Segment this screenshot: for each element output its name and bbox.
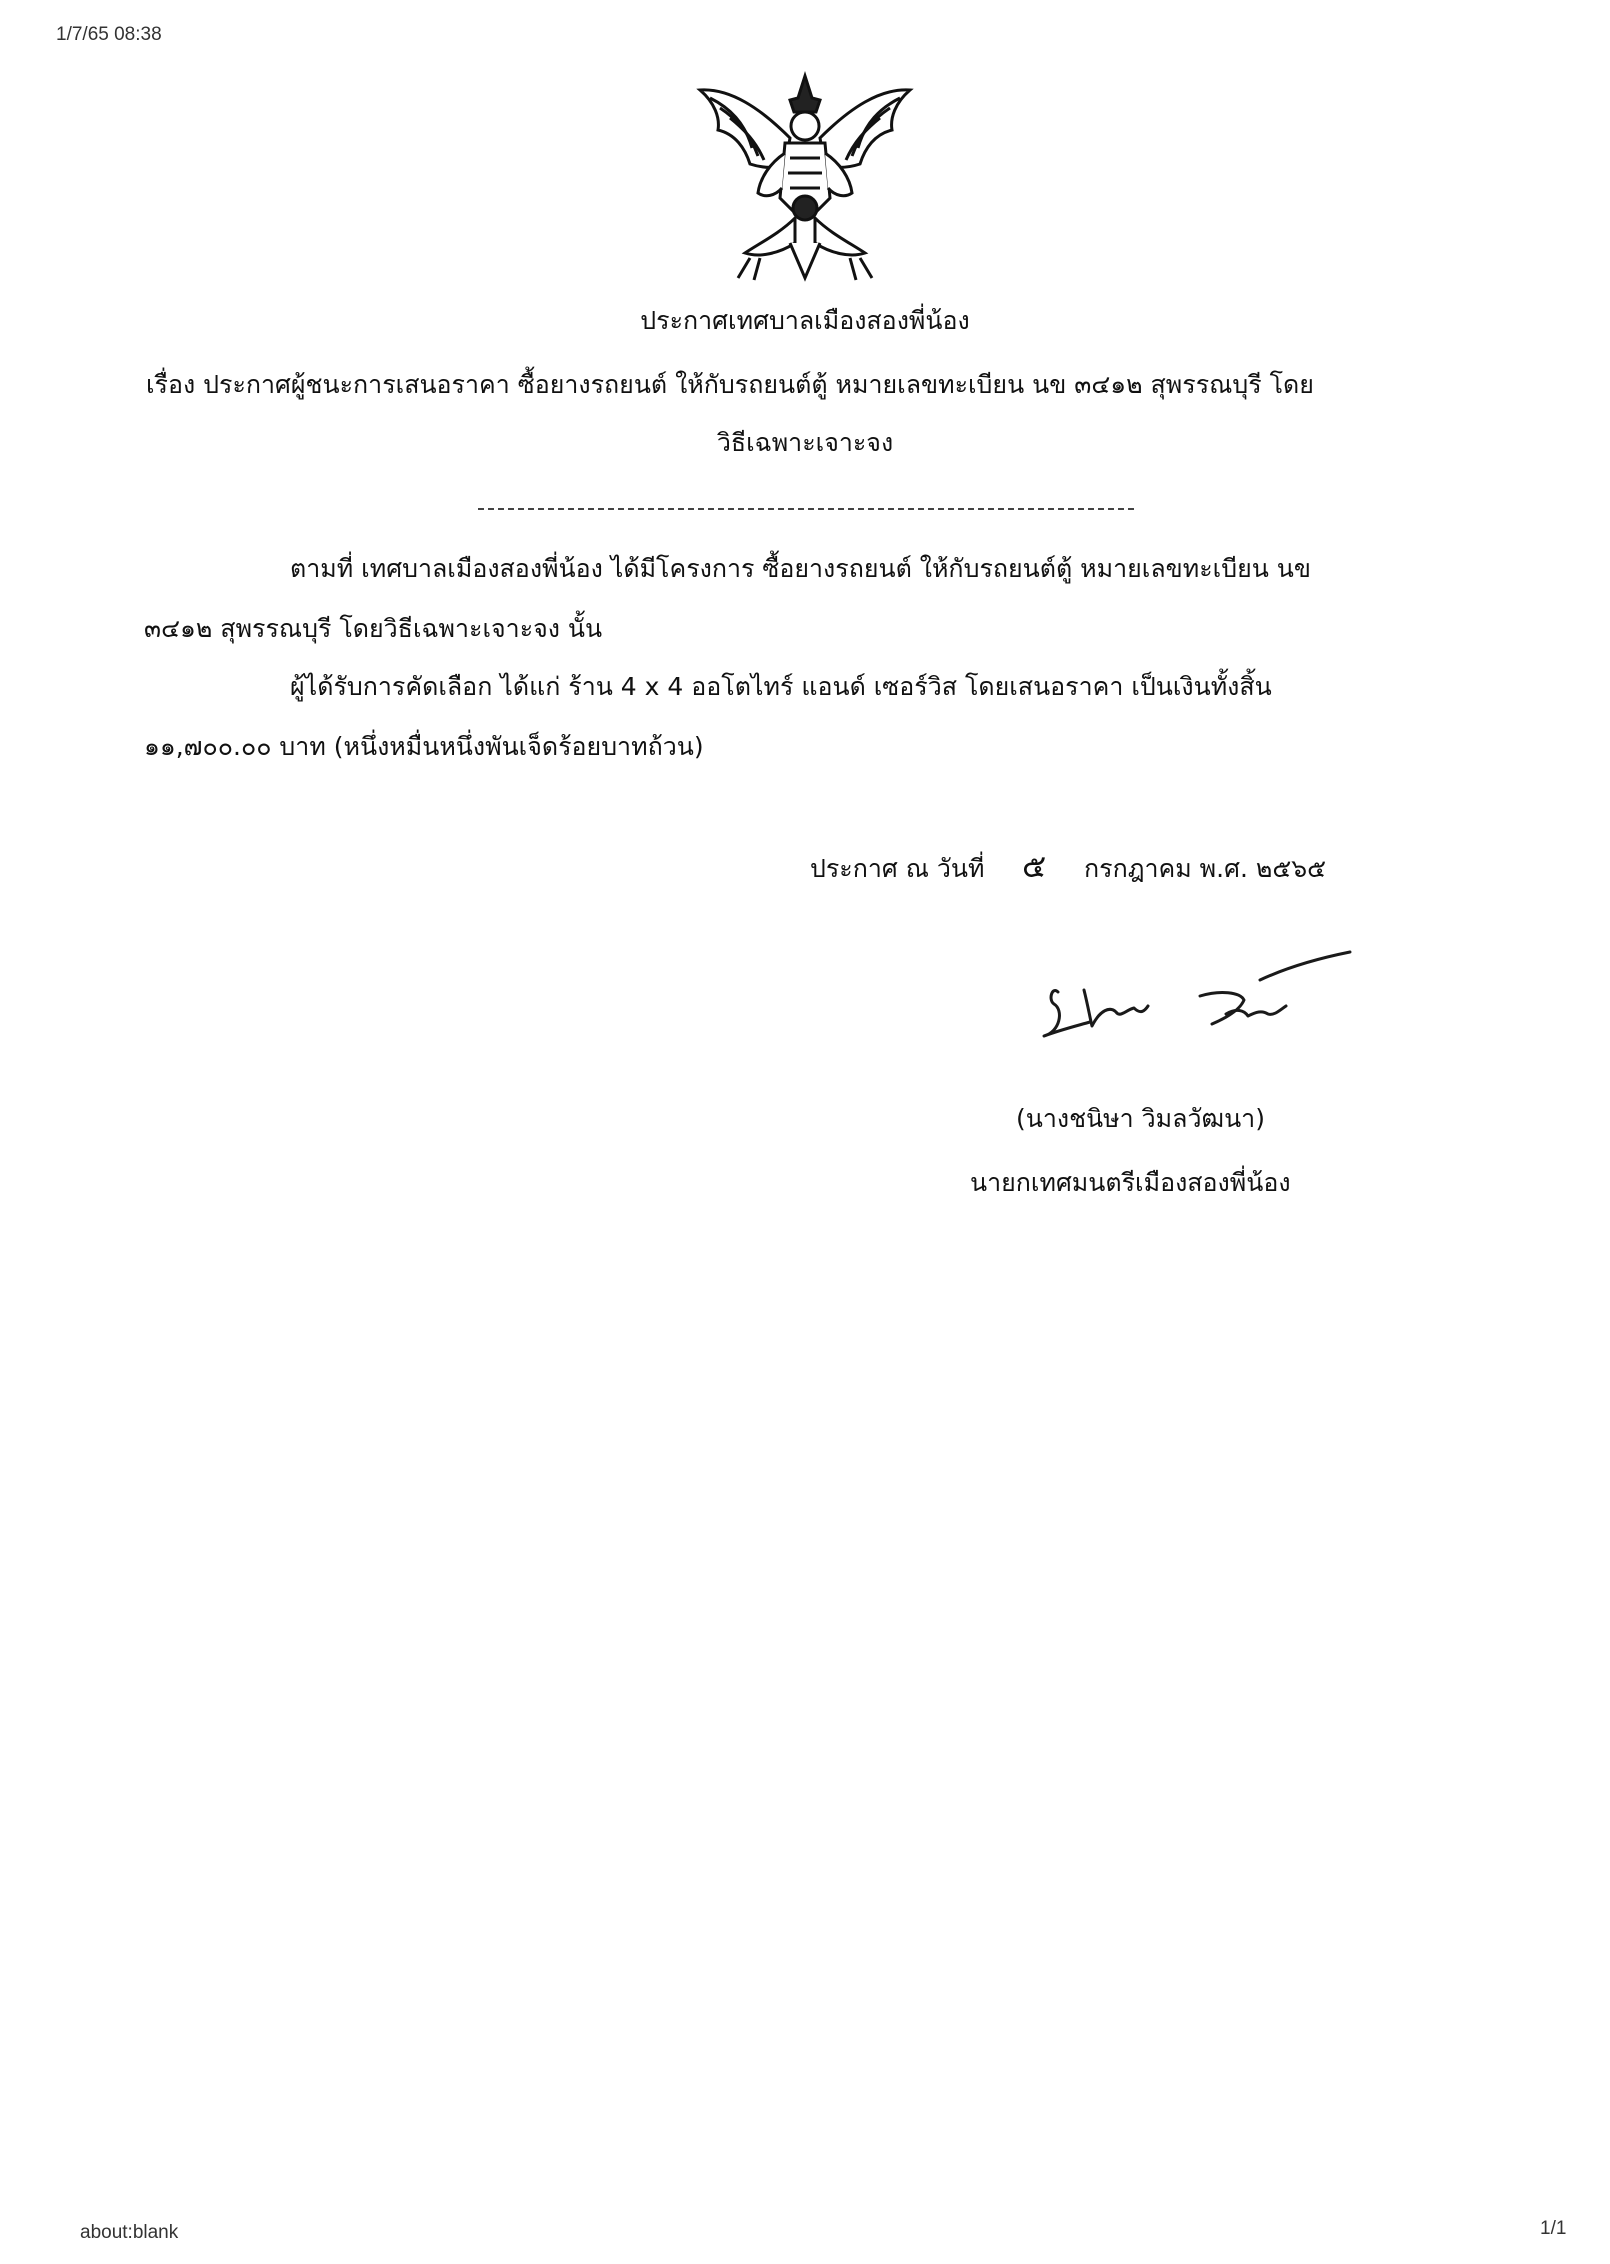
announcement-date-day: ๕ [1022, 847, 1047, 885]
paragraph-1-line-1: ตามที่ เทศบาลเมืองสองพี่น้อง ได้มีโครงการ ซื้อยางรถยนต์ ให้กับรถยนต์ตู้ หมายเลขทะเบียน นข [290, 554, 1311, 583]
paragraph-2-line-1: ผู้ได้รับการคัดเลือก ได้แก่ ร้าน 4 x 4 ออโตไทร์ แอนด์ เซอร์วิส โดยเสนอราคา เป็นเงินทั้งสิ้น [290, 672, 1272, 701]
print-datetime: 1/7/65 08:38 [56, 24, 162, 45]
signer-title: นายกเทศมนตรีเมืองสองพี่น้อง [970, 1168, 1291, 1197]
garuda-emblem-icon [690, 68, 920, 288]
paragraph-1-line-2: ๓๔๑๒ สุพรรณบุรี โดยวิธีเฉพาะเจาะจง นั้น [144, 614, 603, 643]
signer-name: (นางชนิษา วิมลวัฒนา) [1016, 1104, 1265, 1133]
subject-line-1: เรื่อง ประกาศผู้ชนะการเสนอราคา ซื้อยางรถยนต์ ให้กับรถยนต์ตู้ หมายเลขทะเบียน นข ๓๔๑๒ สุพรรณบุรี โดย [146, 370, 1314, 399]
print-page-number: 1/1 [1540, 2218, 1567, 2239]
announcement-date-month-year: กรกฎาคม พ.ศ. ๒๕๖๕ [1084, 854, 1327, 883]
divider-line [478, 508, 1134, 510]
announcement-date-prefix: ประกาศ ณ วันที่ [810, 854, 985, 883]
handwritten-signature [1030, 940, 1360, 1060]
print-url: about:blank [80, 2222, 179, 2243]
announcement-heading: ประกาศเทศบาลเมืองสองพี่น้อง [640, 306, 970, 335]
subject-line-2: วิธีเฉพาะเจาะจง [716, 428, 894, 457]
paragraph-2-line-2: ๑๑,๗๐๐.๐๐ บาท (หนึ่งหมื่นหนึ่งพันเจ็ดร้อยบาทถ้วน) [144, 732, 704, 761]
